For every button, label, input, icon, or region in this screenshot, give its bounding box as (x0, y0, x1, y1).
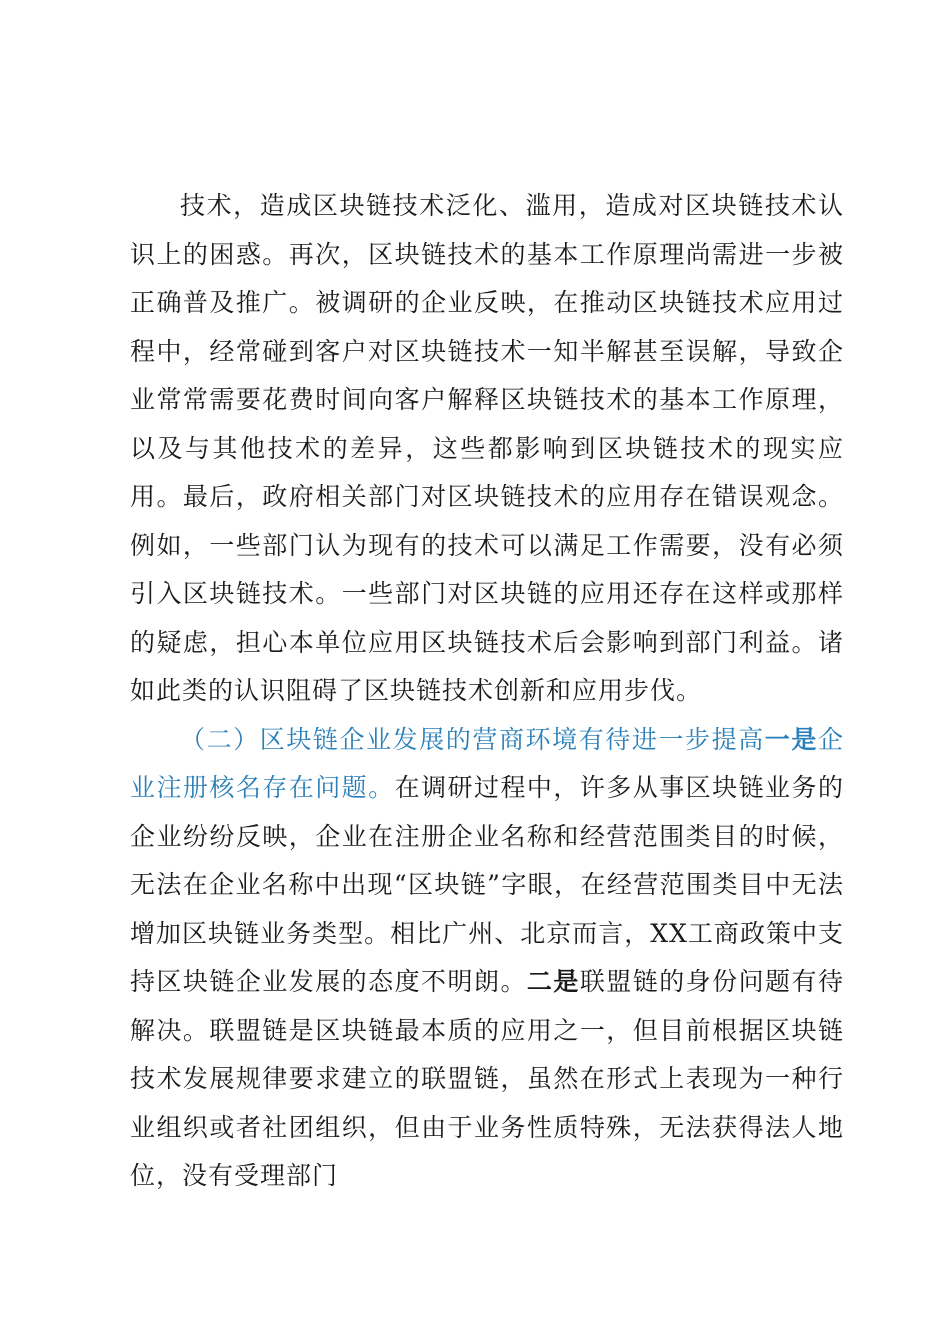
point-1-title: 企业注册核名存在问题。 (130, 724, 844, 802)
point-marker-2: 二是 (526, 967, 580, 996)
point-marker-1: 一是 (764, 724, 818, 754)
point-1-body: 在调研过程中，许多从事区块链业务的企业纷纷反映，企业在注册企业名称和经营范围类目的时候，无法在企业名称中出现“区块链”字眼，在经营范围类目中无法增加区块链业务类型。相比广州、北京而言，XX工商政策中支持区块链企业发展的态度不明朗。 (130, 773, 844, 996)
document-page (130, 182, 844, 1201)
section-heading-text: （二）区块链企业发展的营商环境有待进一步提高 (180, 724, 765, 754)
paragraph-text: 技术，造成区块链技术泛化、滥用，造成对区块链技术认识上的困惑。再次，区块链技术的基本工作原理尚需进一步被正确普及推广。被调研的企业反映，在推动区块链技术应用过程中，经常碰到客户对区块链技术一知半解甚至误解，导致企业常常需要花费时间向客户解释区块链技术的基本工作原理，以及与其他技术的差异，这些都影响到区块链技术的现实应用。最后，政府相关部门对区块链技术的应用存在错误观念。例如，一些部门认为现有的技术可以满足工作需要，没有必须引入区块链技术。一些部门对区块链的应用还存在这样或那样的疑虑，担心本单位应用区块链技术后会影响到部门利益。诸如此类的认识阻碍了区块链技术创新和应用步伐。 (130, 191, 844, 705)
body-paragraph-2 (130, 716, 844, 1201)
body-paragraph-1 (130, 182, 844, 716)
point-2-body: 联盟链的身份问题有待解决。联盟链是区块链最本质的应用之一，但目前根据区块链技术发展规律要求建立的联盟链，虽然在形式上表现为一种行业组织或者社团组织，但由于业务性质特殊，无法获得法人地位，没有受理部门 (130, 967, 844, 1190)
